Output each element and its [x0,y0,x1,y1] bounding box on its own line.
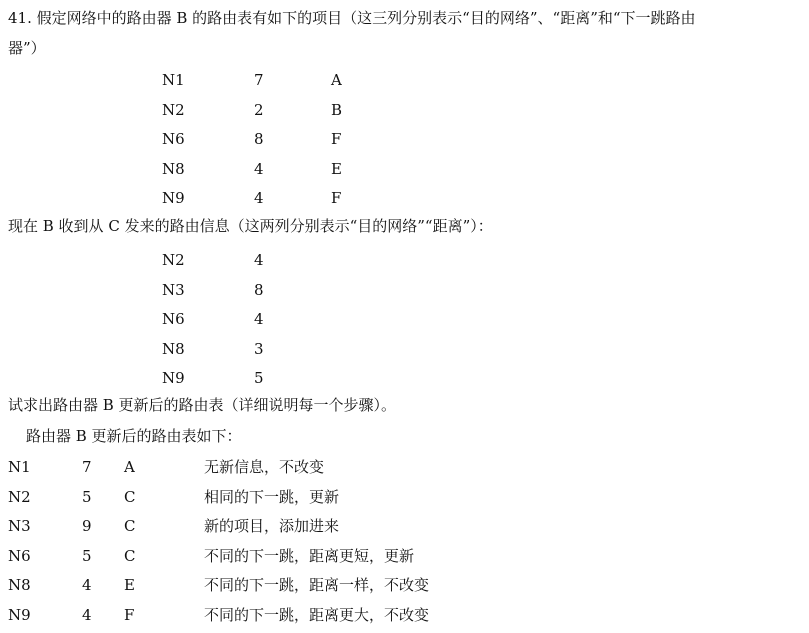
distance: 4 [82,605,92,624]
dest-network: N2 [8,487,31,506]
next-hop: E [124,576,135,594]
table-row [162,127,391,157]
router-c-info-table [162,248,331,396]
question-text-line-2: 器”） [8,39,46,57]
update-note: 新的项目，添加进来 [204,517,340,535]
dest-network: N2 [162,251,185,269]
dest-network: N6 [8,546,31,565]
question-text-line-1: 41. 假定网络中的路由器 B 的路由表有如下的项目（这三列分别表示“目的网络”、“距离”和“下一跳路由 [8,9,696,27]
update-note: 不同的下一跳，距离更大，不改变 [204,605,430,624]
table-row [162,157,391,187]
table-row [162,278,331,308]
next-hop: A [124,458,135,476]
update-note: 无新信息，不改变 [204,458,325,476]
distance: 5 [82,487,92,506]
table-row [8,573,484,603]
update-note: 不同的下一跳，距离更短，更新 [204,546,415,565]
received-info-text: 现在 B 收到从 C 发来的路由信息（这两列分别表示“目的网络”“距离”）： [8,217,493,235]
next-hop: F [124,605,135,624]
distance: 4 [254,310,264,328]
distance: 7 [254,71,264,89]
dest-network: N2 [162,100,185,119]
distance: 4 [254,159,264,178]
update-note: 相同的下一跳，更新 [204,487,340,506]
distance: 4 [82,576,92,594]
dest-network: N1 [8,458,31,476]
update-note: 不同的下一跳，距离一样，不改变 [204,576,430,594]
distance: 5 [82,546,92,565]
table-row [162,248,331,278]
table-row [162,68,391,98]
dest-network: N3 [8,517,31,535]
next-hop: C [124,487,136,506]
dest-network: N8 [162,339,185,358]
distance: 3 [254,339,264,358]
distance: 9 [82,517,92,535]
task-text: 试求出路由器 B 更新后的路由表（详细说明每一个步骤）。 [8,396,397,414]
next-hop: F [331,130,342,148]
table-row [8,603,484,633]
dest-network: N9 [162,189,185,207]
dest-network: N1 [162,71,185,89]
dest-network: N8 [162,159,185,178]
dest-network: N6 [162,310,185,328]
dest-network: N6 [162,130,185,148]
result-intro-text: 路由器 B 更新后的路由表如下： [26,427,242,445]
dest-network: N3 [162,280,185,299]
distance: 4 [254,251,264,269]
next-hop: B [331,100,343,119]
table-row [8,485,484,515]
table-row [8,455,484,485]
distance: 8 [254,130,264,148]
dest-network: N9 [162,369,185,387]
dest-network: N9 [8,605,31,624]
distance: 7 [82,458,92,476]
table-row [8,544,484,574]
distance: 2 [254,100,264,119]
distance: 8 [254,280,264,299]
next-hop: C [124,517,136,535]
table-row [162,186,391,216]
table-row [8,514,484,544]
table-row [162,337,331,367]
table-row [162,307,331,337]
next-hop: C [124,546,136,565]
distance: 4 [254,189,264,207]
distance: 5 [254,369,264,387]
updated-routing-table [8,455,484,632]
table-row [162,98,391,128]
router-b-table [162,68,391,216]
dest-network: N8 [8,576,31,594]
next-hop: F [331,189,342,207]
next-hop: E [331,159,342,178]
next-hop: A [331,71,342,89]
table-row [162,366,331,396]
